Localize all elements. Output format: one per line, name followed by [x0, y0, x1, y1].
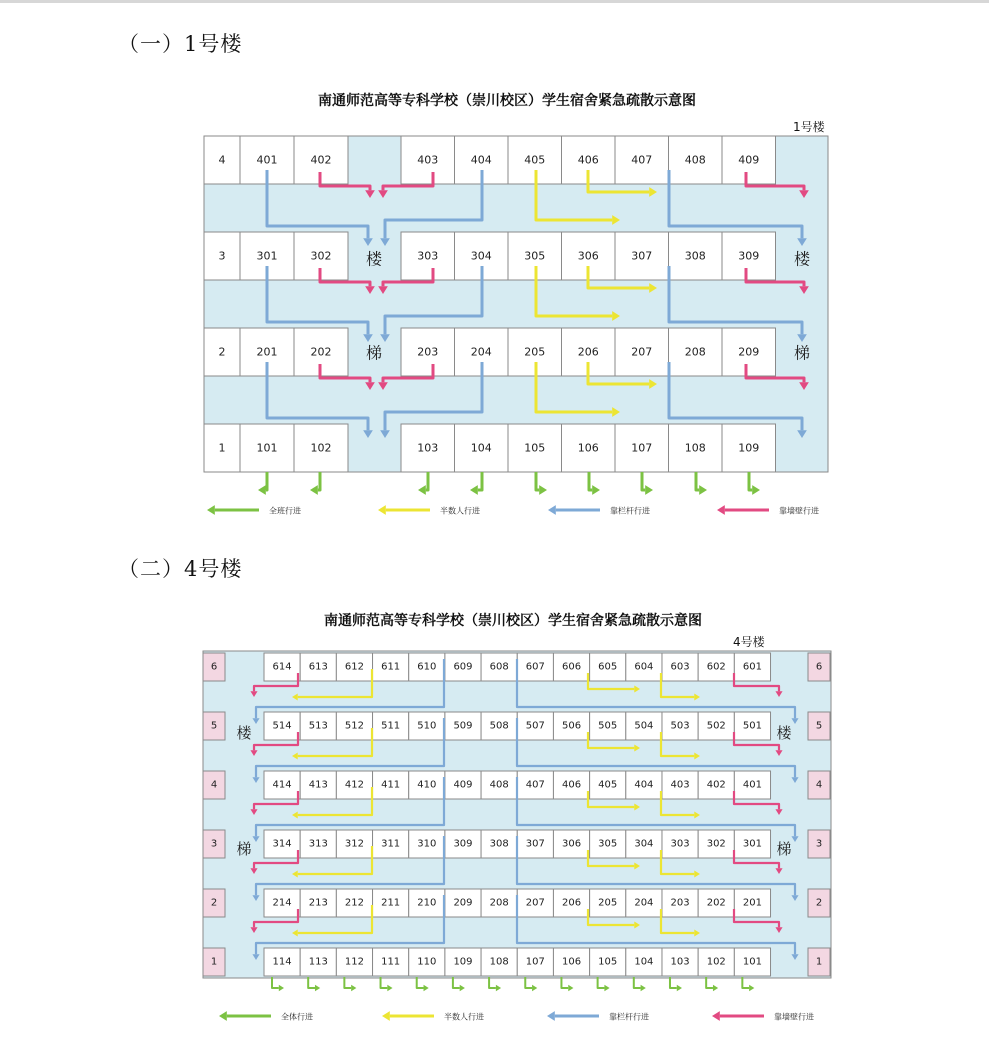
- floor-badge-left-number: 2: [210, 897, 218, 909]
- legend-label-blue: 靠栏杆行进: [609, 1012, 649, 1022]
- room-number: 107: [525, 956, 545, 968]
- room-number: 309: [738, 249, 760, 263]
- room-number: 207: [631, 345, 653, 359]
- room-number: 208: [489, 897, 509, 909]
- floor-badge-left-number: 1: [210, 956, 218, 968]
- room-number: 101: [256, 441, 278, 455]
- legend-label-pink: 靠墙壁行进: [779, 506, 819, 516]
- evac-arrow-green: [598, 977, 610, 991]
- room-number: 507: [525, 720, 545, 732]
- room-number: 403: [670, 779, 690, 791]
- room-number: 406: [577, 153, 599, 167]
- room-number: 209: [453, 897, 473, 909]
- room-number: 306: [577, 249, 599, 263]
- room-number: 314: [272, 838, 292, 850]
- floor-number: 1: [218, 441, 226, 455]
- floor-number: 3: [218, 249, 226, 263]
- room-number: 409: [453, 779, 473, 791]
- room-number: 604: [634, 661, 654, 673]
- evac-arrow-green: [525, 977, 537, 991]
- room-number: 107: [631, 441, 653, 455]
- floor-badge-right-number: 4: [815, 779, 823, 791]
- room-number: 403: [417, 153, 439, 167]
- room-number: 407: [525, 779, 545, 791]
- room-number: 306: [561, 838, 582, 850]
- room-number: 214: [272, 897, 292, 909]
- room-number: 512: [344, 720, 364, 732]
- room-number: 613: [308, 661, 328, 673]
- room-number: 102: [310, 441, 332, 455]
- room-number: 608: [489, 661, 509, 673]
- room-number: 106: [577, 441, 599, 455]
- floor-number: 2: [218, 345, 226, 359]
- stair-label-right: 梯: [793, 343, 811, 363]
- room-number: 506: [561, 720, 582, 732]
- room-number: 401: [742, 779, 762, 791]
- floor-badge-right-number: 1: [815, 956, 823, 968]
- room-number: 408: [489, 779, 509, 791]
- room-number: 202: [310, 345, 332, 359]
- room-number: 405: [598, 779, 618, 791]
- room-number: 502: [706, 720, 726, 732]
- room-number: 610: [417, 661, 437, 673]
- room-number: 303: [417, 249, 439, 263]
- room-number: 201: [742, 897, 762, 909]
- room-number: 304: [470, 249, 492, 263]
- room-number: 406: [561, 779, 582, 791]
- room-number: 212: [344, 897, 364, 909]
- room-number: 603: [670, 661, 690, 673]
- room-number: 205: [524, 345, 546, 359]
- room-number: 614: [272, 661, 292, 673]
- floor-badge-left-number: 4: [210, 779, 218, 791]
- room-number: 309: [453, 838, 473, 850]
- room-number: 105: [524, 441, 546, 455]
- floor-badge-right-number: 6: [815, 661, 823, 673]
- room-number: 402: [310, 153, 332, 167]
- floor-badge-left-number: 3: [210, 838, 218, 850]
- room-number: 413: [308, 779, 328, 791]
- room-number: 112: [344, 956, 364, 968]
- room-number: 407: [631, 153, 653, 167]
- floor-badge-right-number: 2: [815, 897, 823, 909]
- evac-arrow-green: [634, 977, 646, 991]
- evac-arrow-green: [417, 977, 429, 991]
- stair-label-right: 楼: [776, 724, 792, 742]
- room-number: 401: [256, 153, 278, 167]
- room-number: 211: [381, 897, 401, 909]
- legend-arrow-green: [219, 1011, 271, 1021]
- room-number: 405: [524, 153, 546, 167]
- room-number: 302: [310, 249, 332, 263]
- evac-arrow-green: [561, 977, 573, 991]
- legend-arrow-yellow: [382, 1011, 434, 1021]
- room-number: 501: [742, 720, 762, 732]
- room-number: 203: [670, 897, 690, 909]
- room-number: 103: [417, 441, 439, 455]
- room-number: 509: [453, 720, 473, 732]
- room-number: 312: [344, 838, 364, 850]
- room-number: 508: [489, 720, 509, 732]
- room-number: 612: [344, 661, 364, 673]
- building-4-label: 4号楼: [733, 635, 765, 649]
- room-number: 304: [634, 838, 654, 850]
- room-number: 510: [417, 720, 437, 732]
- stair-label-right: 梯: [776, 840, 792, 858]
- floor-number: 4: [218, 153, 226, 167]
- room-number: 302: [706, 838, 726, 850]
- room-number: 503: [670, 720, 690, 732]
- stair-label-left: 梯: [365, 343, 383, 363]
- legend-label-yellow: 半数人行进: [440, 506, 480, 516]
- legend-arrow-pink: [712, 1011, 764, 1021]
- room-number: 412: [344, 779, 364, 791]
- room-number: 204: [634, 897, 654, 909]
- room-number: 210: [417, 897, 437, 909]
- room-number: 308: [489, 838, 509, 850]
- room-number: 605: [598, 661, 618, 673]
- room-number: 209: [738, 345, 760, 359]
- legend-label-green: 全班行进: [269, 506, 301, 516]
- room-number: 409: [738, 153, 760, 167]
- room-number: 109: [453, 956, 473, 968]
- room-number: 303: [670, 838, 690, 850]
- room-number: 213: [308, 897, 328, 909]
- stair-label-left: 楼: [236, 724, 252, 742]
- floor-badge-left-number: 6: [210, 661, 218, 673]
- stair-label-left: 梯: [236, 840, 252, 858]
- stair-label-left: 楼: [365, 249, 383, 269]
- room-number: 111: [381, 956, 401, 968]
- evac-arrow-green: [272, 977, 284, 991]
- evac-arrow-green: [670, 977, 682, 991]
- room-number: 104: [470, 441, 492, 455]
- room-number: 102: [706, 956, 726, 968]
- room-number: 108: [489, 956, 509, 968]
- room-number: 114: [272, 956, 292, 968]
- room-number: 410: [417, 779, 437, 791]
- evac-arrow-green: [381, 977, 393, 991]
- diagram-title-building-1: 南通师范高等专科学校（崇川校区）学生宿舍紧急疏散示意图: [318, 93, 696, 109]
- evac-arrow-green: [489, 977, 501, 991]
- floor-badge-left-number: 5: [210, 720, 218, 732]
- room-number: 109: [738, 441, 760, 455]
- room-number: 103: [670, 956, 690, 968]
- room-number: 514: [272, 720, 292, 732]
- floor-badge-right-number: 5: [815, 720, 823, 732]
- room-number: 305: [598, 838, 618, 850]
- room-number: 110: [417, 956, 437, 968]
- room-number: 204: [470, 345, 492, 359]
- room-number: 311: [381, 838, 401, 850]
- room-number: 602: [706, 661, 726, 673]
- evac-arrow-green: [344, 977, 356, 991]
- room-number: 301: [742, 838, 762, 850]
- evac-arrow-green: [453, 977, 465, 991]
- room-number: 201: [256, 345, 278, 359]
- room-number: 611: [381, 661, 401, 673]
- evac-arrow-green: [308, 977, 320, 991]
- evac-arrow-green: [706, 977, 718, 991]
- section-heading-building-1: （一）1号楼: [118, 32, 243, 56]
- room-number: 203: [417, 345, 439, 359]
- room-number: 106: [561, 956, 582, 968]
- room-number: 511: [381, 720, 401, 732]
- room-number: 504: [634, 720, 654, 732]
- room-number: 513: [308, 720, 328, 732]
- room-number: 207: [525, 897, 545, 909]
- room-number: 607: [525, 661, 545, 673]
- room-number: 308: [684, 249, 706, 263]
- room-number: 404: [634, 779, 654, 791]
- room-number: 113: [308, 956, 328, 968]
- room-number: 505: [598, 720, 618, 732]
- room-number: 606: [561, 661, 582, 673]
- room-number: 313: [308, 838, 328, 850]
- legend-label-yellow: 半数人行进: [444, 1012, 484, 1022]
- room-number: 402: [706, 779, 726, 791]
- room-number: 206: [561, 897, 582, 909]
- room-number: 202: [706, 897, 726, 909]
- stair-label-right: 楼: [793, 249, 811, 269]
- diagram-title-building-4: 南通师范高等专科学校（崇川校区）学生宿舍紧急疏散示意图: [324, 613, 702, 629]
- room-number: 609: [453, 661, 473, 673]
- room-number: 208: [684, 345, 706, 359]
- room-number: 404: [470, 153, 492, 167]
- room-number: 310: [417, 838, 437, 850]
- room-number: 307: [525, 838, 545, 850]
- room-number: 307: [631, 249, 653, 263]
- legend-label-green: 全体行进: [281, 1012, 313, 1022]
- room-number: 104: [634, 956, 654, 968]
- legend-label-blue: 靠栏杆行进: [610, 506, 650, 516]
- building-1-label: 1号楼: [793, 120, 825, 134]
- evac-arrow-green: [742, 977, 754, 991]
- section-heading-building-4: （二）4号楼: [118, 557, 243, 581]
- room-number: 601: [742, 661, 762, 673]
- room-number: 108: [684, 441, 706, 455]
- room-number: 206: [577, 345, 599, 359]
- room-number: 301: [256, 249, 278, 263]
- room-number: 101: [742, 956, 762, 968]
- legend-arrow-blue: [547, 1011, 599, 1021]
- floor-badge-right-number: 3: [815, 838, 823, 850]
- legend-label-pink: 靠墙壁行进: [774, 1012, 814, 1022]
- room-number: 105: [598, 956, 618, 968]
- room-number: 205: [598, 897, 618, 909]
- room-number: 408: [684, 153, 706, 167]
- room-number: 411: [381, 779, 401, 791]
- room-number: 414: [272, 779, 292, 791]
- room-number: 305: [524, 249, 546, 263]
